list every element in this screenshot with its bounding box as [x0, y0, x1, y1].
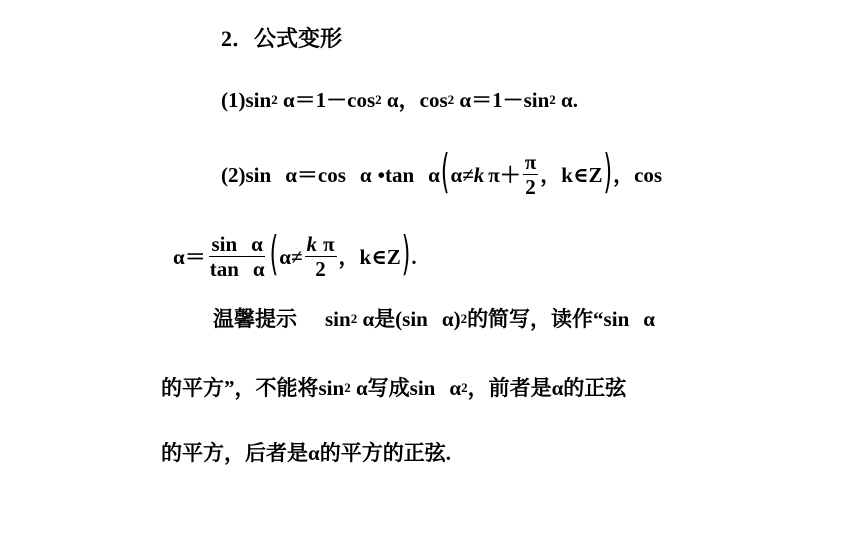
fraction-num-k: k	[306, 232, 317, 256]
formula-1-text: α＝1－cos	[277, 88, 376, 112]
exponent: 2	[549, 92, 556, 107]
exponent: 2	[460, 311, 468, 326]
tip-text: ，前者是α的正弦	[467, 376, 627, 400]
exponent: 2	[461, 380, 468, 395]
tip-text: α是(sin	[357, 307, 428, 331]
tip-text: α	[449, 376, 462, 400]
tip-label: 温馨提示	[213, 307, 297, 331]
fraction-numerator	[305, 234, 337, 257]
formula-2-alpha: α	[359, 162, 372, 187]
fraction-denominator: 2	[525, 175, 536, 199]
fraction-k-pi-over-2	[305, 234, 337, 280]
tip-text: α	[643, 307, 655, 331]
tip-text: α)	[441, 307, 461, 331]
condition-alpha: α≠	[279, 244, 303, 269]
formula-3-end: .	[411, 244, 417, 269]
fraction-denominator: 2	[315, 257, 326, 281]
fraction-sin-over-tan	[208, 234, 267, 280]
tip-line-3: 的平方，后者是α的平方的正弦.	[161, 441, 451, 465]
formula-2	[221, 147, 663, 201]
formula-1	[221, 90, 578, 111]
exponent: 2	[344, 380, 351, 395]
formula-1-text: α，cos	[381, 88, 448, 112]
tip-text: 的简写，读作“sin	[467, 307, 630, 331]
section-title: 2．公式变形	[221, 26, 343, 51]
formula-1-text: α.	[555, 88, 579, 112]
fraction-den-tan: tan	[209, 257, 239, 281]
formula-1-text: α＝1－sin	[454, 88, 550, 112]
left-paren: (	[440, 147, 450, 201]
fraction-den-alpha: α	[252, 257, 265, 281]
condition-end: ，k∈Z	[540, 162, 603, 187]
fraction-num-pi: π	[323, 232, 335, 256]
formula-2-sin: (2)sin	[221, 162, 272, 187]
condition-alpha: α≠	[450, 162, 474, 187]
formula-1-text: (1)sin	[221, 88, 272, 112]
tip-text: 的平方”，不能将sin	[161, 376, 345, 400]
exponent: 2	[271, 92, 278, 107]
tip-text: sin	[325, 307, 351, 331]
fraction-num-sin: sin	[211, 232, 238, 256]
condition-pi: π＋	[488, 162, 521, 187]
right-paren: )	[603, 147, 613, 201]
formula-2-alpha-cos: α＝cos	[285, 162, 346, 187]
fraction-num-alpha: α	[251, 232, 263, 256]
formula-2-alpha: α	[428, 162, 440, 187]
tip-line-1	[213, 309, 655, 330]
formula-3	[173, 228, 417, 286]
formula-2-cos: ，cos	[613, 162, 663, 187]
fraction-pi-over-2	[523, 152, 539, 198]
right-paren: )	[401, 229, 411, 283]
fraction-numerator	[209, 234, 264, 257]
left-paren: (	[269, 229, 279, 283]
tip-text: α写成sin	[350, 376, 436, 400]
exponent: 2	[375, 92, 382, 107]
exponent: 2	[350, 311, 358, 326]
formula-3-lhs: α＝	[173, 244, 206, 269]
fraction-numerator: π	[524, 150, 537, 174]
formula-2-tan: •tan	[377, 162, 415, 187]
condition-k: k	[473, 162, 485, 187]
tip-line-2	[161, 378, 626, 399]
exponent: 2	[447, 92, 455, 107]
condition-end: ，k∈Z	[338, 244, 401, 269]
fraction-denominator	[208, 257, 267, 280]
